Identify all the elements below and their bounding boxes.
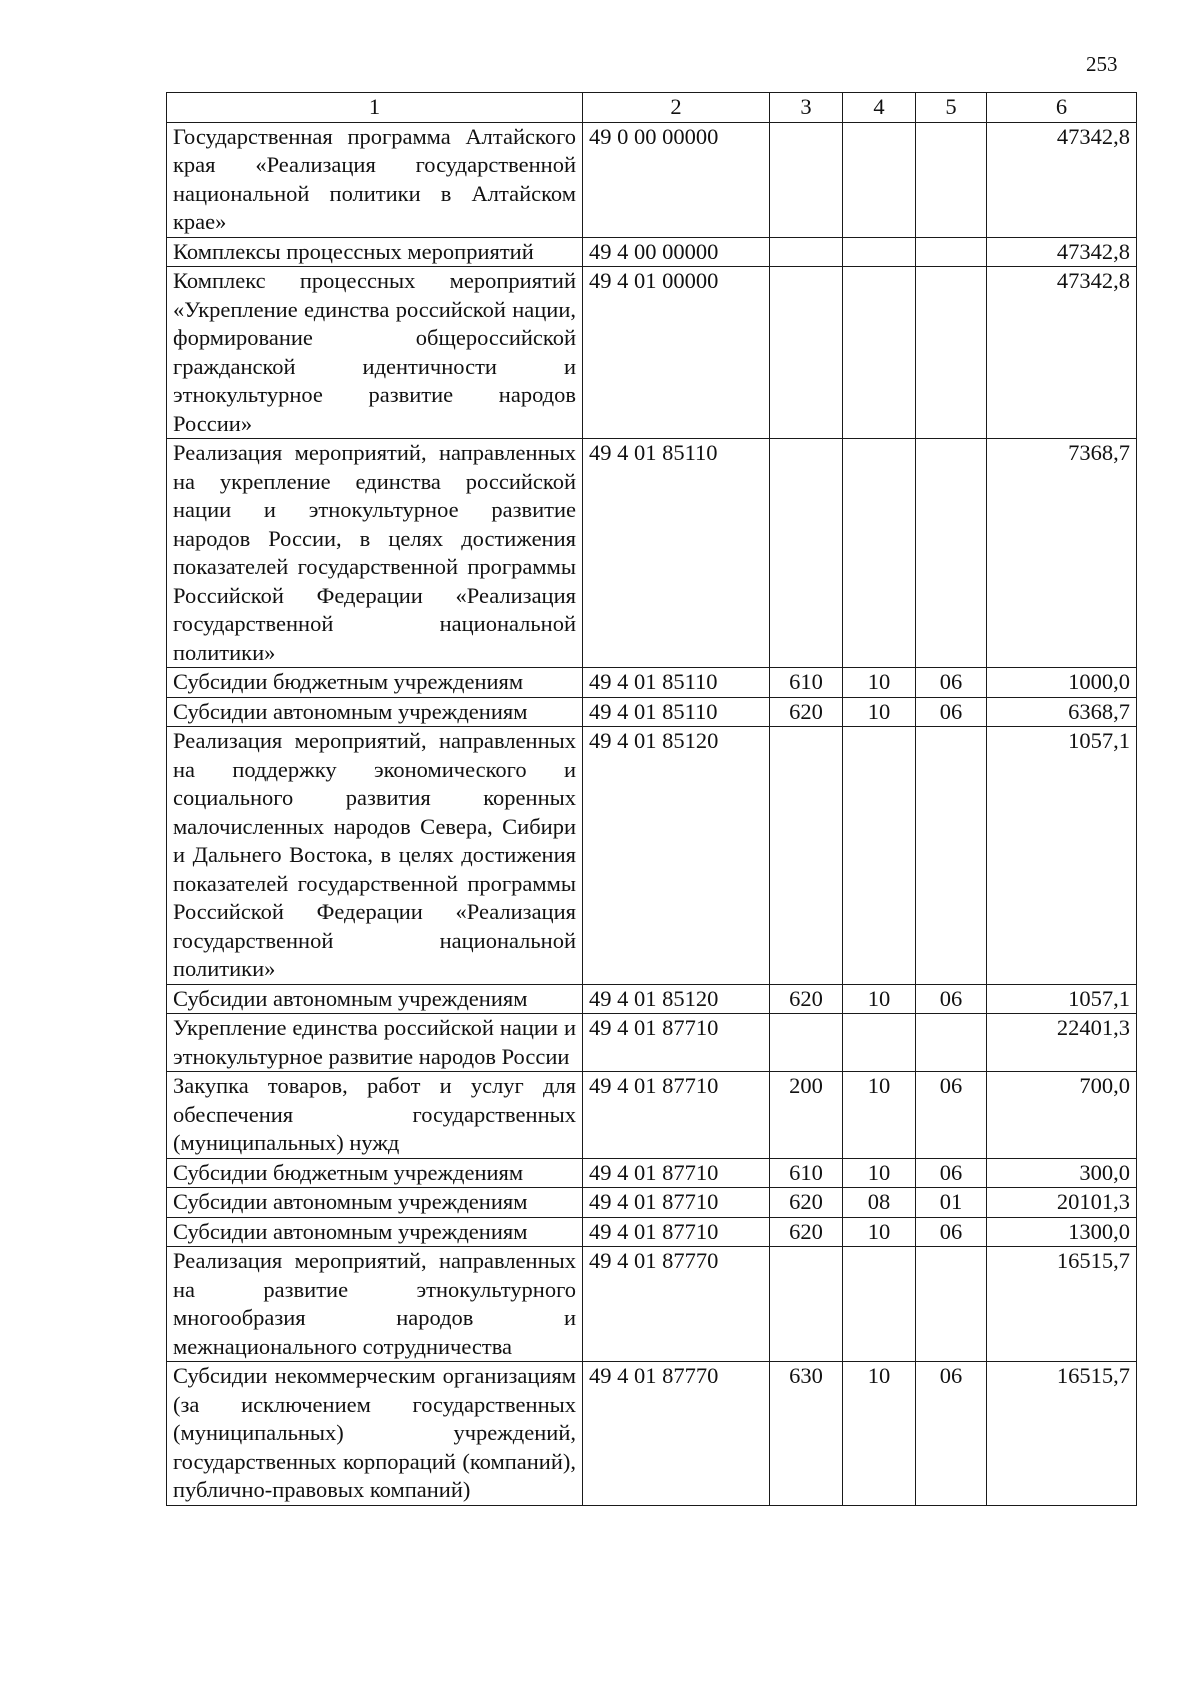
header-row bbox=[167, 93, 1137, 123]
row-name: Реализация мероприятий, направленных на поддержку экономического и социального развития коренных малочисленных народов Севера, Сибири и Дальнего Востока, в целях достижения показателей государственной программы Российской Федерации «Реализация государственной национальной политики» bbox=[167, 727, 583, 985]
row-section bbox=[843, 237, 916, 267]
row-expense-type: 630 bbox=[770, 1362, 843, 1506]
row-name: Реализация мероприятий, направленных на развитие этнокультурного многообразия народов и межнационального сотрудничества bbox=[167, 1247, 583, 1362]
row-code: 49 4 01 87710 bbox=[583, 1158, 770, 1188]
row-amount: 22401,3 bbox=[987, 1014, 1137, 1072]
row-expense-type bbox=[770, 237, 843, 267]
row-name: Субсидии некоммерческим организациям (за исключением государственных (муниципальных) учреждений, государственных корпораций (компаний), публично-правовых компаний) bbox=[167, 1362, 583, 1506]
row-subsection: 06 bbox=[916, 668, 987, 698]
row-amount: 700,0 bbox=[987, 1072, 1137, 1159]
row-code: 49 4 01 87770 bbox=[583, 1247, 770, 1362]
table-row bbox=[167, 1188, 1137, 1218]
row-code: 49 4 01 85120 bbox=[583, 727, 770, 985]
column-header-1: 1 bbox=[167, 93, 583, 123]
row-subsection bbox=[916, 267, 987, 439]
row-amount: 1057,1 bbox=[987, 727, 1137, 985]
row-expense-type: 620 bbox=[770, 1217, 843, 1247]
table-row bbox=[167, 122, 1137, 237]
row-name: Субсидии автономным учреждениям bbox=[167, 697, 583, 727]
row-subsection bbox=[916, 439, 987, 668]
row-name: Субсидии автономным учреждениям bbox=[167, 1217, 583, 1247]
row-expense-type bbox=[770, 1014, 843, 1072]
row-expense-type bbox=[770, 439, 843, 668]
row-expense-type: 620 bbox=[770, 1188, 843, 1218]
table-row bbox=[167, 1362, 1137, 1506]
row-name: Субсидии автономным учреждениям bbox=[167, 984, 583, 1014]
table-row bbox=[167, 668, 1137, 698]
table-row bbox=[167, 984, 1137, 1014]
row-amount: 6368,7 bbox=[987, 697, 1137, 727]
row-amount: 20101,3 bbox=[987, 1188, 1137, 1218]
row-expense-type bbox=[770, 122, 843, 237]
table-row bbox=[167, 1072, 1137, 1159]
row-name: Субсидии автономным учреждениям bbox=[167, 1188, 583, 1218]
row-amount: 1300,0 bbox=[987, 1217, 1137, 1247]
row-section bbox=[843, 1014, 916, 1072]
row-name: Укрепление единства российской нации и этнокультурное развитие народов России bbox=[167, 1014, 583, 1072]
row-section: 10 bbox=[843, 1158, 916, 1188]
row-amount: 7368,7 bbox=[987, 439, 1137, 668]
row-expense-type: 200 bbox=[770, 1072, 843, 1159]
row-code: 49 4 00 00000 bbox=[583, 237, 770, 267]
row-subsection bbox=[916, 122, 987, 237]
row-section: 10 bbox=[843, 984, 916, 1014]
row-subsection bbox=[916, 727, 987, 985]
row-subsection: 06 bbox=[916, 1362, 987, 1506]
row-code: 49 4 01 87710 bbox=[583, 1188, 770, 1218]
table-row bbox=[167, 1217, 1137, 1247]
table-row bbox=[167, 439, 1137, 668]
row-name: Закупка товаров, работ и услуг для обеспечения государственных (муниципальных) нужд bbox=[167, 1072, 583, 1159]
row-subsection: 06 bbox=[916, 1072, 987, 1159]
row-subsection: 06 bbox=[916, 984, 987, 1014]
row-amount: 47342,8 bbox=[987, 237, 1137, 267]
column-header-5: 5 bbox=[916, 93, 987, 123]
row-subsection: 06 bbox=[916, 697, 987, 727]
row-section: 10 bbox=[843, 1072, 916, 1159]
row-section: 10 bbox=[843, 1217, 916, 1247]
row-code: 49 0 00 00000 bbox=[583, 122, 770, 237]
budget-table bbox=[166, 92, 1137, 1506]
row-expense-type bbox=[770, 267, 843, 439]
row-subsection bbox=[916, 1014, 987, 1072]
row-expense-type: 620 bbox=[770, 697, 843, 727]
row-section bbox=[843, 267, 916, 439]
row-code: 49 4 01 00000 bbox=[583, 267, 770, 439]
row-amount: 47342,8 bbox=[987, 122, 1137, 237]
row-expense-type: 610 bbox=[770, 668, 843, 698]
row-code: 49 4 01 85110 bbox=[583, 668, 770, 698]
column-header-2: 2 bbox=[583, 93, 770, 123]
row-code: 49 4 01 87710 bbox=[583, 1217, 770, 1247]
column-header-3: 3 bbox=[770, 93, 843, 123]
row-name: Субсидии бюджетным учреждениям bbox=[167, 668, 583, 698]
row-code: 49 4 01 85120 bbox=[583, 984, 770, 1014]
row-expense-type bbox=[770, 1247, 843, 1362]
row-name: Реализация мероприятий, направленных на укрепление единства российской нации и этнокультурное развитие народов России, в целях достижения показателей государственной программы Российской Федерации «Реализация государственной национальной политики» bbox=[167, 439, 583, 668]
row-code: 49 4 01 85110 bbox=[583, 697, 770, 727]
row-section: 10 bbox=[843, 1362, 916, 1506]
row-name: Комплексы процессных мероприятий bbox=[167, 237, 583, 267]
column-header-4: 4 bbox=[843, 93, 916, 123]
row-subsection: 06 bbox=[916, 1217, 987, 1247]
row-name: Комплекс процессных мероприятий «Укрепление единства российской нации, формирование общероссийской гражданской идентичности и этнокультурное развитие народов России» bbox=[167, 267, 583, 439]
column-header-6: 6 bbox=[987, 93, 1137, 123]
row-name: Государственная программа Алтайского края «Реализация государственной национальной политики в Алтайском крае» bbox=[167, 122, 583, 237]
row-code: 49 4 01 85110 bbox=[583, 439, 770, 668]
row-code: 49 4 01 87710 bbox=[583, 1072, 770, 1159]
row-section bbox=[843, 122, 916, 237]
table-row bbox=[167, 697, 1137, 727]
row-code: 49 4 01 87770 bbox=[583, 1362, 770, 1506]
row-section: 10 bbox=[843, 697, 916, 727]
table-row bbox=[167, 267, 1137, 439]
row-section: 08 bbox=[843, 1188, 916, 1218]
row-amount: 1000,0 bbox=[987, 668, 1137, 698]
row-section bbox=[843, 727, 916, 985]
row-name: Субсидии бюджетным учреждениям bbox=[167, 1158, 583, 1188]
row-section bbox=[843, 1247, 916, 1362]
row-amount: 300,0 bbox=[987, 1158, 1137, 1188]
table-row bbox=[167, 1247, 1137, 1362]
table-row bbox=[167, 237, 1137, 267]
row-amount: 47342,8 bbox=[987, 267, 1137, 439]
row-amount: 16515,7 bbox=[987, 1247, 1137, 1362]
row-expense-type: 620 bbox=[770, 984, 843, 1014]
row-expense-type bbox=[770, 727, 843, 985]
row-subsection bbox=[916, 237, 987, 267]
row-subsection: 01 bbox=[916, 1188, 987, 1218]
table-row bbox=[167, 1158, 1137, 1188]
table-row bbox=[167, 727, 1137, 985]
row-subsection bbox=[916, 1247, 987, 1362]
table-row bbox=[167, 1014, 1137, 1072]
row-code: 49 4 01 87710 bbox=[583, 1014, 770, 1072]
row-amount: 1057,1 bbox=[987, 984, 1137, 1014]
row-expense-type: 610 bbox=[770, 1158, 843, 1188]
page-number: 253 bbox=[1086, 52, 1118, 76]
row-section: 10 bbox=[843, 668, 916, 698]
row-amount: 16515,7 bbox=[987, 1362, 1137, 1506]
row-section bbox=[843, 439, 916, 668]
row-subsection: 06 bbox=[916, 1158, 987, 1188]
